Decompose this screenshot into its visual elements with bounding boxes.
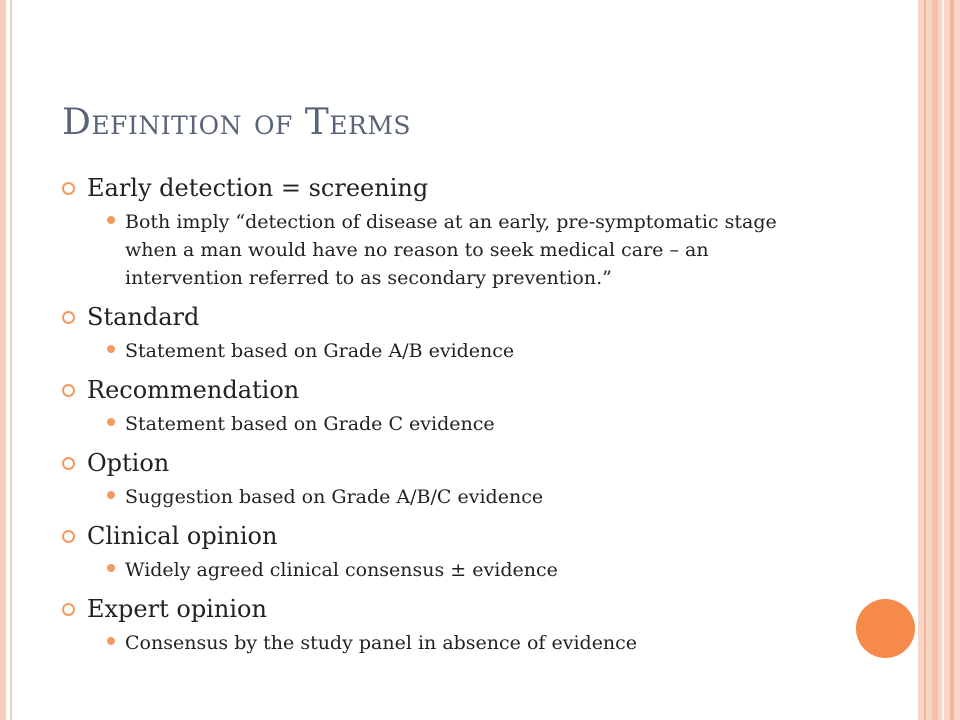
term-definition: Widely agreed clinical consensus ± evidence <box>125 559 558 581</box>
term-definition: Statement based on Grade C evidence <box>125 413 495 435</box>
dot-bullet-icon <box>107 418 115 426</box>
list-item <box>62 593 882 657</box>
ring-bullet-icon <box>62 182 75 195</box>
dot-bullet-icon <box>107 216 115 224</box>
list-item <box>62 520 882 584</box>
dot-bullet-icon <box>107 564 115 572</box>
band-stripe <box>932 0 938 720</box>
slide-title: Definition of Terms <box>62 102 412 143</box>
term-label: Recommendation <box>87 376 300 404</box>
list-item <box>62 172 882 292</box>
ring-bullet-icon <box>62 311 75 324</box>
ring-bullet-icon <box>62 457 75 470</box>
term-label: Clinical opinion <box>87 522 278 550</box>
band-stripe <box>950 0 954 720</box>
term-label: Expert opinion <box>87 595 267 623</box>
term-definition: Both imply “detection of disease at an early, pre-symptomatic stage when a man would have no reason to seek medical care – an intervention referred to as secondary prevention.” <box>125 211 777 289</box>
ring-bullet-icon <box>62 384 75 397</box>
term-definition: Consensus by the study panel in absence of evidence <box>125 632 638 654</box>
band-stripe <box>942 0 944 720</box>
ring-bullet-icon <box>62 603 75 616</box>
dot-bullet-icon <box>107 637 115 645</box>
list-item <box>62 301 882 365</box>
term-label: Option <box>87 449 170 477</box>
band-stripe <box>924 0 926 720</box>
ring-bullet-icon <box>62 530 75 543</box>
term-label: Standard <box>87 303 200 331</box>
left-decorative-stripe <box>0 0 6 720</box>
term-definition: Statement based on Grade A/B evidence <box>125 340 515 362</box>
list-item <box>62 374 882 438</box>
right-decorative-band <box>918 0 960 720</box>
definition-list <box>62 172 882 657</box>
list-item <box>62 447 882 511</box>
dot-bullet-icon <box>107 491 115 499</box>
term-definition: Suggestion based on Grade A/B/C evidence <box>125 486 544 508</box>
left-decorative-line <box>10 0 12 720</box>
term-label: Early detection = screening <box>87 174 429 202</box>
dot-bullet-icon <box>107 345 115 353</box>
